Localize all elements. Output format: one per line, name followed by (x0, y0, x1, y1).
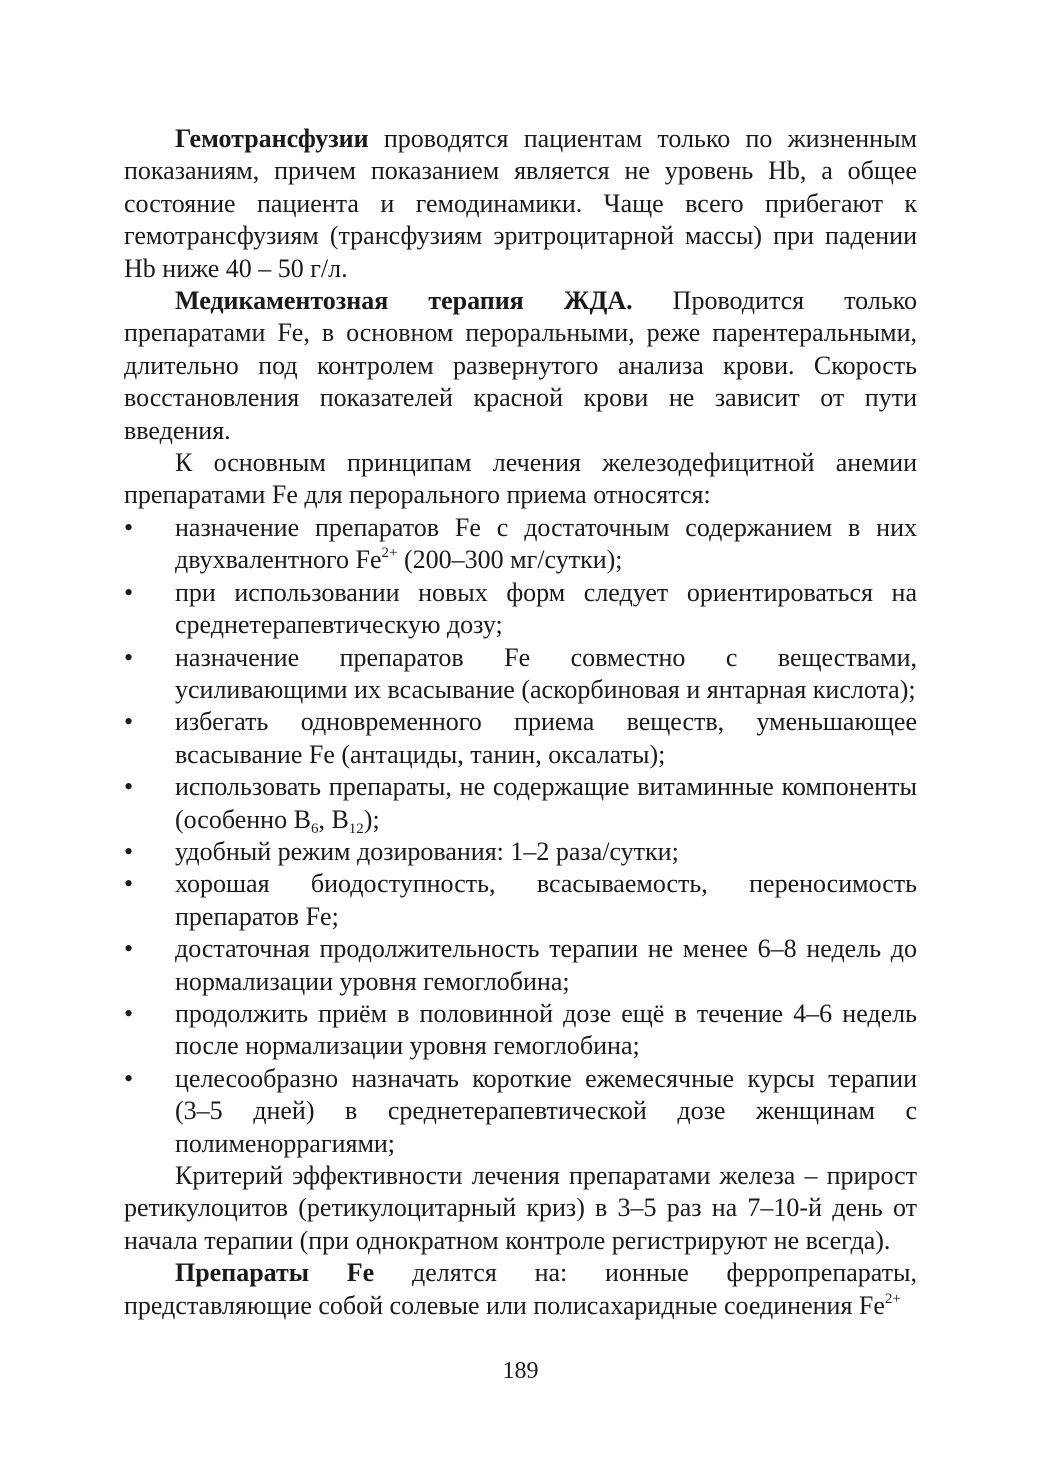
principles-list (124, 512, 917, 1160)
paragraph-text: проводятся пациентам только по жизненным показаниям, причем показанием является не уровень Hb, а общее состояние пациента и гемодинамики. Чаще всего прибегают к гемотрансфузиям (трансфузиям эритроцитарной массы) при падении Hb ниже 40 – 50 г/л. (124, 124, 917, 283)
list-item (124, 933, 917, 998)
list-item-text: при использовании новых форм следует ориентироваться на среднетерапевтическую дозу; (175, 577, 917, 640)
heading-drug-therapy: Медикаментозная терапия ЖДА. (175, 286, 633, 316)
heading-blood-transfusion: Гемотрансфузии (175, 124, 369, 153)
list-item (124, 706, 917, 771)
list-item (124, 771, 917, 836)
subscript: 6 (310, 820, 319, 837)
bullet-icon: • (124, 869, 134, 899)
list-item (124, 642, 917, 707)
list-item (124, 868, 917, 933)
list-item-text: продолжить приём в половинной дозе ещё в течение 4–6 недель после нормализации уровня гемоглобина; (175, 998, 917, 1061)
bullet-icon: • (124, 707, 134, 737)
list-item (124, 1063, 917, 1160)
list-item-text: достаточная продолжительность терапии не менее 6–8 недель до нормализации уровня гемоглобина; (175, 934, 917, 996)
list-item-text: хорошая биодоступность, всасываемость, переносимость препаратов Fe; (175, 869, 917, 931)
superscript: 2+ (884, 1290, 901, 1307)
list-item-text: избегать одновременного приема веществ, уменьшающее всасывание Fe (антациды, танин, оксалаты); (175, 707, 917, 769)
bullet-icon: • (124, 998, 134, 1028)
paragraph-principles-intro (124, 447, 917, 512)
subscript: 12 (348, 820, 364, 837)
list-item (124, 998, 917, 1063)
list-item (124, 512, 917, 577)
paragraph-blood-transfusion (124, 123, 917, 285)
paragraph-text: Проводится только препаратами Fe, в основном пероральными, реже парентеральными, длительно под контролем развернутого анализа крови. Скорость восстановления показателей красной крови не зависит от пути введения. (124, 286, 917, 445)
bullet-icon: • (124, 642, 134, 672)
list-item-text: удобный режим дозирования: 1–2 раза/сутки; (175, 836, 679, 866)
bullet-icon: • (124, 1063, 134, 1093)
paragraph-text: Критерий эффективности лечения препаратами железа – прирост ретикулоцитов (ретикулоцитарный криз) в 3–5 раз на 7–10-й день от начала терапии (при однократном контроле регистрируют не всегда). (124, 1161, 917, 1255)
list-item-text: (200–300 мг/сутки); (397, 545, 623, 575)
paragraph-iron-preparations (124, 1257, 917, 1322)
list-item-text: , B (318, 804, 349, 834)
list-item-text: назначение препаратов Fe с достаточным содержанием в них двухвалентного Fe (175, 512, 917, 575)
paragraph-text: К основным принципам лечения железодефицитной анемии препаратами Fe для перорального приема относятся: (124, 448, 917, 510)
bullet-icon: • (124, 772, 134, 802)
page-body (124, 123, 917, 1322)
paragraph-efficacy-criterion (124, 1160, 917, 1257)
bullet-icon: • (124, 836, 134, 866)
superscript: 2+ (381, 545, 398, 562)
page-number: 189 (502, 1358, 539, 1384)
list-item-text: использовать препараты, не содержащие витаминные компоненты (особенно B (175, 772, 917, 834)
list-item-text: целесообразно назначать короткие ежемесячные курсы терапии (3–5 дней) в среднетерапевтической дозе женщинам с полименоррагиями; (175, 1063, 917, 1158)
list-item (124, 577, 917, 642)
list-item-text: назначение препаратов Fe совместно с веществами, усиливающими их всасывание (аскорбиновая и янтарная кислота); (175, 642, 917, 704)
bullet-icon: • (124, 934, 134, 964)
list-item (124, 836, 917, 868)
bullet-icon: • (124, 512, 134, 542)
paragraph-text: делятся на: ионные ферропрепараты, представляющие собой солевые или полисахаридные соединения Fe (124, 1258, 917, 1320)
paragraph-drug-therapy (124, 285, 917, 447)
bullet-icon: • (124, 577, 134, 607)
heading-iron-preparations: Препараты Fe (175, 1258, 375, 1288)
list-item-text: ); (363, 804, 380, 834)
